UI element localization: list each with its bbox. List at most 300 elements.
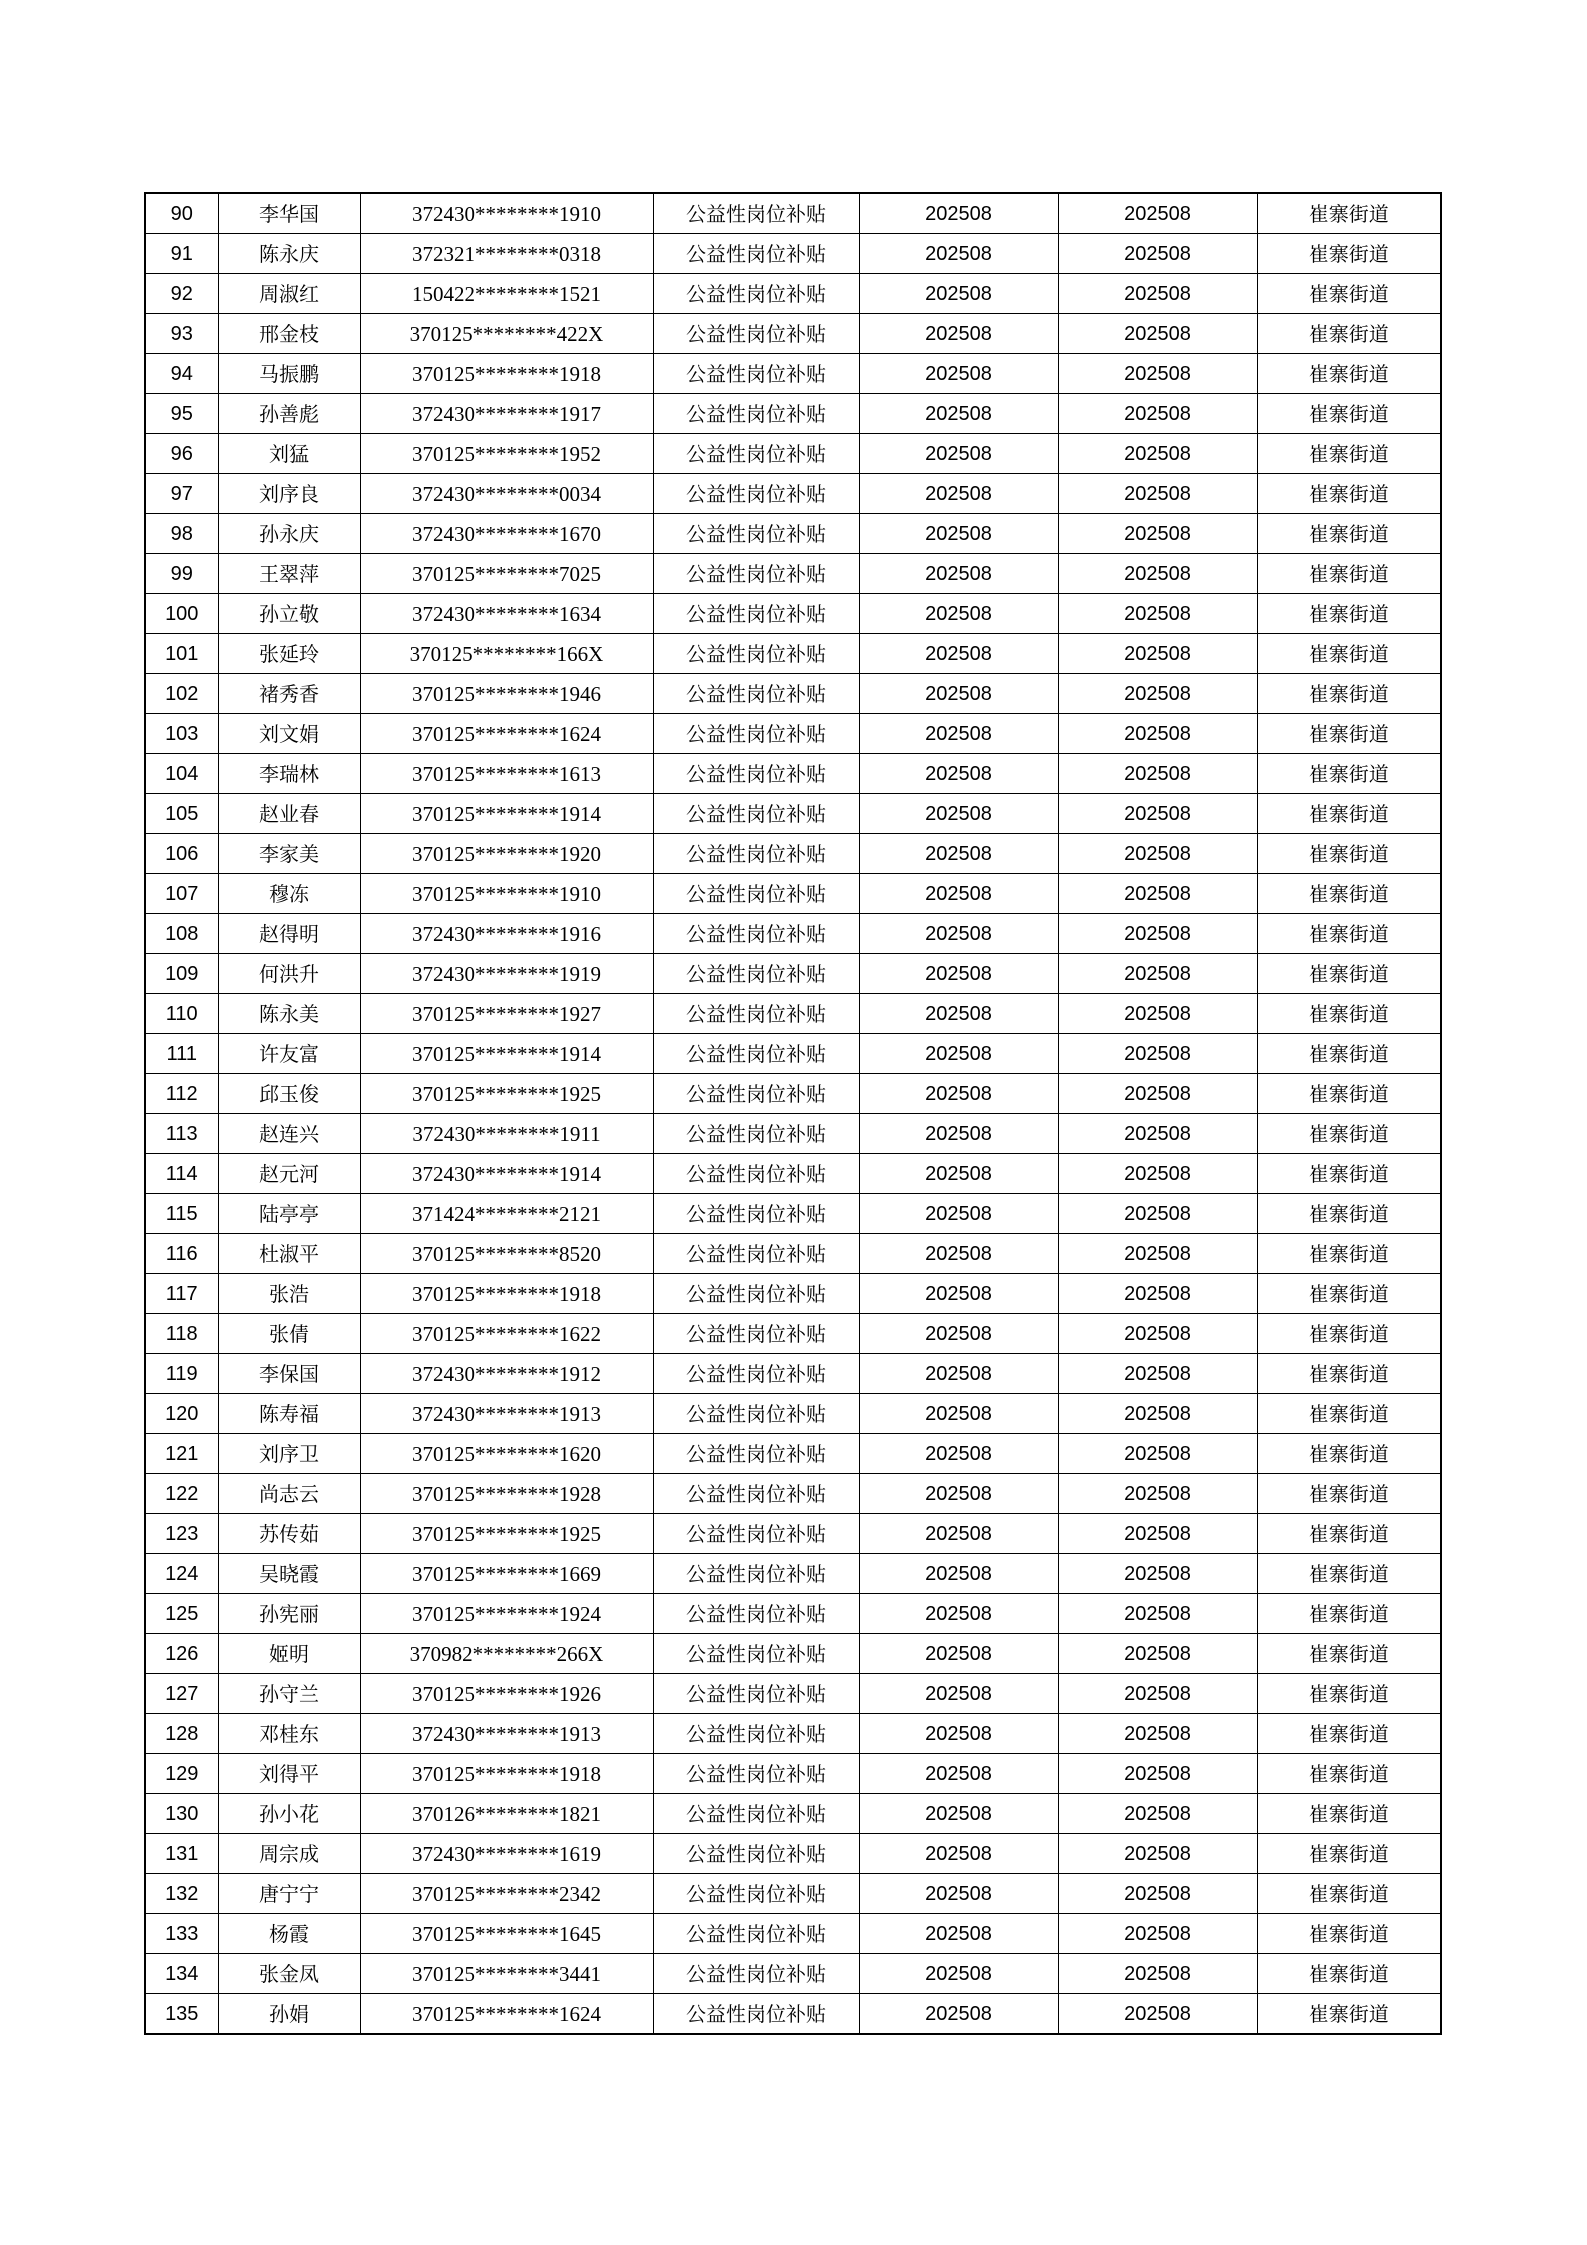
cell-name: 邢金枝 xyxy=(218,314,360,354)
cell-street: 崔寨街道 xyxy=(1257,1594,1441,1634)
cell-subsidy-type: 公益性岗位补贴 xyxy=(653,1634,859,1674)
cell-end-month: 202508 xyxy=(1058,1194,1257,1234)
cell-end-month: 202508 xyxy=(1058,794,1257,834)
cell-name: 刘序卫 xyxy=(218,1434,360,1474)
cell-serial-number: 90 xyxy=(145,193,218,234)
cell-start-month: 202508 xyxy=(859,1114,1058,1154)
cell-street: 崔寨街道 xyxy=(1257,193,1441,234)
cell-street: 崔寨街道 xyxy=(1257,994,1441,1034)
cell-name: 陆亭亭 xyxy=(218,1194,360,1234)
cell-start-month: 202508 xyxy=(859,274,1058,314)
cell-subsidy-type: 公益性岗位补贴 xyxy=(653,994,859,1034)
cell-subsidy-type: 公益性岗位补贴 xyxy=(653,1754,859,1794)
cell-serial-number: 125 xyxy=(145,1594,218,1634)
table-row xyxy=(145,1714,1441,1754)
cell-serial-number: 122 xyxy=(145,1474,218,1514)
table-row xyxy=(145,1834,1441,1874)
table-row xyxy=(145,1434,1441,1474)
cell-serial-number: 134 xyxy=(145,1954,218,1994)
table-row xyxy=(145,193,1441,234)
cell-end-month: 202508 xyxy=(1058,1714,1257,1754)
cell-start-month: 202508 xyxy=(859,1634,1058,1674)
cell-serial-number: 127 xyxy=(145,1674,218,1714)
table-row xyxy=(145,234,1441,274)
cell-start-month: 202508 xyxy=(859,1274,1058,1314)
cell-start-month: 202508 xyxy=(859,1514,1058,1554)
cell-subsidy-type: 公益性岗位补贴 xyxy=(653,434,859,474)
cell-serial-number: 101 xyxy=(145,634,218,674)
cell-end-month: 202508 xyxy=(1058,1674,1257,1714)
cell-end-month: 202508 xyxy=(1058,1154,1257,1194)
cell-name: 赵连兴 xyxy=(218,1114,360,1154)
cell-street: 崔寨街道 xyxy=(1257,1674,1441,1714)
cell-name: 何洪升 xyxy=(218,954,360,994)
cell-id-number: 370125********1622 xyxy=(360,1314,653,1354)
cell-serial-number: 118 xyxy=(145,1314,218,1354)
cell-id-number: 370125********1914 xyxy=(360,1034,653,1074)
cell-subsidy-type: 公益性岗位补贴 xyxy=(653,754,859,794)
table-row xyxy=(145,1234,1441,1274)
cell-name: 李家美 xyxy=(218,834,360,874)
table-row xyxy=(145,634,1441,674)
cell-id-number: 370125********2342 xyxy=(360,1874,653,1914)
cell-street: 崔寨街道 xyxy=(1257,1954,1441,1994)
cell-street: 崔寨街道 xyxy=(1257,1354,1441,1394)
table-row xyxy=(145,354,1441,394)
cell-id-number: 370125********1920 xyxy=(360,834,653,874)
cell-start-month: 202508 xyxy=(859,193,1058,234)
cell-id-number: 370125********1914 xyxy=(360,794,653,834)
cell-id-number: 372430********1670 xyxy=(360,514,653,554)
table-row xyxy=(145,1914,1441,1954)
cell-subsidy-type: 公益性岗位补贴 xyxy=(653,1714,859,1754)
cell-street: 崔寨街道 xyxy=(1257,874,1441,914)
cell-end-month: 202508 xyxy=(1058,1514,1257,1554)
cell-name: 赵业春 xyxy=(218,794,360,834)
cell-end-month: 202508 xyxy=(1058,1834,1257,1874)
cell-subsidy-type: 公益性岗位补贴 xyxy=(653,1154,859,1194)
cell-serial-number: 102 xyxy=(145,674,218,714)
table-row xyxy=(145,914,1441,954)
cell-id-number: 370125********1925 xyxy=(360,1074,653,1114)
cell-street: 崔寨街道 xyxy=(1257,274,1441,314)
cell-subsidy-type: 公益性岗位补贴 xyxy=(653,274,859,314)
cell-serial-number: 119 xyxy=(145,1354,218,1394)
table-row xyxy=(145,674,1441,714)
table-body xyxy=(145,193,1441,2034)
cell-street: 崔寨街道 xyxy=(1257,914,1441,954)
cell-serial-number: 120 xyxy=(145,1394,218,1434)
cell-serial-number: 131 xyxy=(145,1834,218,1874)
cell-name: 陈寿福 xyxy=(218,1394,360,1434)
cell-end-month: 202508 xyxy=(1058,1074,1257,1114)
cell-subsidy-type: 公益性岗位补贴 xyxy=(653,634,859,674)
cell-name: 孙守兰 xyxy=(218,1674,360,1714)
cell-end-month: 202508 xyxy=(1058,1234,1257,1274)
cell-street: 崔寨街道 xyxy=(1257,1754,1441,1794)
table-row xyxy=(145,1474,1441,1514)
cell-id-number: 370982********266X xyxy=(360,1634,653,1674)
cell-street: 崔寨街道 xyxy=(1257,1834,1441,1874)
cell-start-month: 202508 xyxy=(859,914,1058,954)
cell-street: 崔寨街道 xyxy=(1257,1474,1441,1514)
cell-start-month: 202508 xyxy=(859,1354,1058,1394)
table-row xyxy=(145,1194,1441,1234)
table-row xyxy=(145,714,1441,754)
table-row xyxy=(145,1154,1441,1194)
cell-id-number: 372430********1917 xyxy=(360,394,653,434)
cell-id-number: 370125********8520 xyxy=(360,1234,653,1274)
cell-serial-number: 106 xyxy=(145,834,218,874)
cell-end-month: 202508 xyxy=(1058,434,1257,474)
cell-street: 崔寨街道 xyxy=(1257,1874,1441,1914)
cell-name: 刘序良 xyxy=(218,474,360,514)
cell-serial-number: 104 xyxy=(145,754,218,794)
cell-start-month: 202508 xyxy=(859,1594,1058,1634)
cell-id-number: 370125********422X xyxy=(360,314,653,354)
cell-subsidy-type: 公益性岗位补贴 xyxy=(653,874,859,914)
cell-start-month: 202508 xyxy=(859,594,1058,634)
cell-name: 李瑞林 xyxy=(218,754,360,794)
cell-end-month: 202508 xyxy=(1058,1794,1257,1834)
cell-street: 崔寨街道 xyxy=(1257,474,1441,514)
cell-end-month: 202508 xyxy=(1058,354,1257,394)
cell-street: 崔寨街道 xyxy=(1257,1514,1441,1554)
cell-end-month: 202508 xyxy=(1058,1634,1257,1674)
cell-street: 崔寨街道 xyxy=(1257,1394,1441,1434)
cell-end-month: 202508 xyxy=(1058,1994,1257,2035)
cell-start-month: 202508 xyxy=(859,1154,1058,1194)
cell-name: 孙小花 xyxy=(218,1794,360,1834)
cell-id-number: 150422********1521 xyxy=(360,274,653,314)
table-row xyxy=(145,394,1441,434)
cell-id-number: 370125********1925 xyxy=(360,1514,653,1554)
table-row xyxy=(145,1594,1441,1634)
cell-subsidy-type: 公益性岗位补贴 xyxy=(653,714,859,754)
cell-id-number: 370126********1821 xyxy=(360,1794,653,1834)
cell-id-number: 372430********0034 xyxy=(360,474,653,514)
cell-start-month: 202508 xyxy=(859,714,1058,754)
cell-end-month: 202508 xyxy=(1058,514,1257,554)
table-row xyxy=(145,1514,1441,1554)
cell-start-month: 202508 xyxy=(859,1954,1058,1994)
cell-subsidy-type: 公益性岗位补贴 xyxy=(653,1034,859,1074)
cell-street: 崔寨街道 xyxy=(1257,434,1441,474)
cell-id-number: 372430********1912 xyxy=(360,1354,653,1394)
subsidy-table xyxy=(144,192,1442,2035)
cell-serial-number: 121 xyxy=(145,1434,218,1474)
cell-name: 周宗成 xyxy=(218,1834,360,1874)
cell-subsidy-type: 公益性岗位补贴 xyxy=(653,794,859,834)
cell-start-month: 202508 xyxy=(859,1714,1058,1754)
cell-id-number: 370125********1910 xyxy=(360,874,653,914)
table-row xyxy=(145,1114,1441,1154)
cell-end-month: 202508 xyxy=(1058,634,1257,674)
cell-serial-number: 100 xyxy=(145,594,218,634)
cell-serial-number: 133 xyxy=(145,1914,218,1954)
cell-end-month: 202508 xyxy=(1058,874,1257,914)
cell-serial-number: 110 xyxy=(145,994,218,1034)
cell-serial-number: 130 xyxy=(145,1794,218,1834)
cell-start-month: 202508 xyxy=(859,554,1058,594)
cell-serial-number: 107 xyxy=(145,874,218,914)
cell-name: 苏传茹 xyxy=(218,1514,360,1554)
cell-name: 李保国 xyxy=(218,1354,360,1394)
cell-name: 刘猛 xyxy=(218,434,360,474)
table-row xyxy=(145,1314,1441,1354)
cell-start-month: 202508 xyxy=(859,1914,1058,1954)
cell-subsidy-type: 公益性岗位补贴 xyxy=(653,1114,859,1154)
cell-end-month: 202508 xyxy=(1058,674,1257,714)
cell-street: 崔寨街道 xyxy=(1257,1154,1441,1194)
cell-id-number: 370125********1946 xyxy=(360,674,653,714)
table-row xyxy=(145,1554,1441,1594)
cell-street: 崔寨街道 xyxy=(1257,554,1441,594)
cell-id-number: 370125********1918 xyxy=(360,354,653,394)
table-row xyxy=(145,994,1441,1034)
cell-name: 尚志云 xyxy=(218,1474,360,1514)
cell-street: 崔寨街道 xyxy=(1257,234,1441,274)
cell-serial-number: 115 xyxy=(145,1194,218,1234)
table-row xyxy=(145,474,1441,514)
cell-start-month: 202508 xyxy=(859,954,1058,994)
table-row xyxy=(145,1874,1441,1914)
cell-end-month: 202508 xyxy=(1058,1754,1257,1794)
cell-end-month: 202508 xyxy=(1058,193,1257,234)
cell-start-month: 202508 xyxy=(859,634,1058,674)
cell-start-month: 202508 xyxy=(859,1834,1058,1874)
cell-name: 孙善彪 xyxy=(218,394,360,434)
cell-start-month: 202508 xyxy=(859,1394,1058,1434)
cell-end-month: 202508 xyxy=(1058,1914,1257,1954)
cell-start-month: 202508 xyxy=(859,1194,1058,1234)
cell-name: 孙宪丽 xyxy=(218,1594,360,1634)
cell-start-month: 202508 xyxy=(859,834,1058,874)
cell-serial-number: 124 xyxy=(145,1554,218,1594)
cell-name: 赵得明 xyxy=(218,914,360,954)
cell-end-month: 202508 xyxy=(1058,274,1257,314)
cell-name: 张金凤 xyxy=(218,1954,360,1994)
cell-id-number: 370125********1924 xyxy=(360,1594,653,1634)
cell-serial-number: 103 xyxy=(145,714,218,754)
cell-subsidy-type: 公益性岗位补贴 xyxy=(653,554,859,594)
cell-street: 崔寨街道 xyxy=(1257,394,1441,434)
table-row xyxy=(145,514,1441,554)
cell-id-number: 370125********1620 xyxy=(360,1434,653,1474)
cell-start-month: 202508 xyxy=(859,1474,1058,1514)
table-row xyxy=(145,834,1441,874)
cell-end-month: 202508 xyxy=(1058,754,1257,794)
cell-street: 崔寨街道 xyxy=(1257,354,1441,394)
cell-serial-number: 116 xyxy=(145,1234,218,1274)
table-row xyxy=(145,1074,1441,1114)
cell-id-number: 370125********1952 xyxy=(360,434,653,474)
cell-subsidy-type: 公益性岗位补贴 xyxy=(653,314,859,354)
cell-street: 崔寨街道 xyxy=(1257,714,1441,754)
cell-serial-number: 123 xyxy=(145,1514,218,1554)
cell-start-month: 202508 xyxy=(859,1874,1058,1914)
cell-start-month: 202508 xyxy=(859,234,1058,274)
cell-serial-number: 108 xyxy=(145,914,218,954)
cell-name: 张浩 xyxy=(218,1274,360,1314)
cell-end-month: 202508 xyxy=(1058,594,1257,634)
cell-street: 崔寨街道 xyxy=(1257,1434,1441,1474)
table-row xyxy=(145,1994,1441,2035)
table-row xyxy=(145,274,1441,314)
cell-id-number: 370125********1624 xyxy=(360,1994,653,2035)
cell-subsidy-type: 公益性岗位补贴 xyxy=(653,1354,859,1394)
cell-id-number: 370125********1918 xyxy=(360,1754,653,1794)
cell-subsidy-type: 公益性岗位补贴 xyxy=(653,474,859,514)
cell-id-number: 370125********1926 xyxy=(360,1674,653,1714)
cell-street: 崔寨街道 xyxy=(1257,1274,1441,1314)
cell-subsidy-type: 公益性岗位补贴 xyxy=(653,354,859,394)
cell-street: 崔寨街道 xyxy=(1257,1914,1441,1954)
cell-id-number: 372430********1910 xyxy=(360,193,653,234)
cell-start-month: 202508 xyxy=(859,1794,1058,1834)
cell-subsidy-type: 公益性岗位补贴 xyxy=(653,1554,859,1594)
cell-name: 刘得平 xyxy=(218,1754,360,1794)
cell-street: 崔寨街道 xyxy=(1257,514,1441,554)
cell-id-number: 371424********2121 xyxy=(360,1194,653,1234)
cell-street: 崔寨街道 xyxy=(1257,754,1441,794)
cell-name: 穆冻 xyxy=(218,874,360,914)
cell-street: 崔寨街道 xyxy=(1257,634,1441,674)
table-row xyxy=(145,1394,1441,1434)
cell-start-month: 202508 xyxy=(859,1994,1058,2035)
cell-name: 孙永庆 xyxy=(218,514,360,554)
cell-street: 崔寨街道 xyxy=(1257,314,1441,354)
cell-subsidy-type: 公益性岗位补贴 xyxy=(653,1874,859,1914)
cell-serial-number: 113 xyxy=(145,1114,218,1154)
cell-street: 崔寨街道 xyxy=(1257,834,1441,874)
cell-name: 王翠萍 xyxy=(218,554,360,594)
cell-end-month: 202508 xyxy=(1058,394,1257,434)
cell-subsidy-type: 公益性岗位补贴 xyxy=(653,514,859,554)
table-row xyxy=(145,314,1441,354)
cell-street: 崔寨街道 xyxy=(1257,1234,1441,1274)
cell-street: 崔寨街道 xyxy=(1257,1314,1441,1354)
cell-serial-number: 96 xyxy=(145,434,218,474)
cell-serial-number: 93 xyxy=(145,314,218,354)
cell-name: 姬明 xyxy=(218,1634,360,1674)
cell-id-number: 372430********1634 xyxy=(360,594,653,634)
cell-serial-number: 112 xyxy=(145,1074,218,1114)
cell-subsidy-type: 公益性岗位补贴 xyxy=(653,1954,859,1994)
cell-serial-number: 129 xyxy=(145,1754,218,1794)
cell-serial-number: 111 xyxy=(145,1034,218,1074)
table-row xyxy=(145,1274,1441,1314)
table-row xyxy=(145,754,1441,794)
cell-end-month: 202508 xyxy=(1058,994,1257,1034)
cell-name: 李华国 xyxy=(218,193,360,234)
cell-name: 孙娟 xyxy=(218,1994,360,2035)
cell-name: 马振鹏 xyxy=(218,354,360,394)
cell-name: 陈永美 xyxy=(218,994,360,1034)
cell-name: 刘文娟 xyxy=(218,714,360,754)
table-row xyxy=(145,1034,1441,1074)
table-row xyxy=(145,1754,1441,1794)
cell-end-month: 202508 xyxy=(1058,954,1257,994)
cell-id-number: 370125********1645 xyxy=(360,1914,653,1954)
cell-subsidy-type: 公益性岗位补贴 xyxy=(653,834,859,874)
cell-start-month: 202508 xyxy=(859,794,1058,834)
cell-name: 孙立敬 xyxy=(218,594,360,634)
cell-street: 崔寨街道 xyxy=(1257,1554,1441,1594)
cell-street: 崔寨街道 xyxy=(1257,1114,1441,1154)
cell-end-month: 202508 xyxy=(1058,1314,1257,1354)
cell-subsidy-type: 公益性岗位补贴 xyxy=(653,1794,859,1834)
cell-name: 杜淑平 xyxy=(218,1234,360,1274)
cell-end-month: 202508 xyxy=(1058,314,1257,354)
table-row xyxy=(145,434,1441,474)
cell-serial-number: 126 xyxy=(145,1634,218,1674)
cell-end-month: 202508 xyxy=(1058,234,1257,274)
cell-street: 崔寨街道 xyxy=(1257,954,1441,994)
table-row xyxy=(145,874,1441,914)
cell-start-month: 202508 xyxy=(859,1434,1058,1474)
cell-start-month: 202508 xyxy=(859,1754,1058,1794)
cell-end-month: 202508 xyxy=(1058,554,1257,594)
cell-name: 唐宁宁 xyxy=(218,1874,360,1914)
cell-end-month: 202508 xyxy=(1058,1474,1257,1514)
cell-end-month: 202508 xyxy=(1058,1274,1257,1314)
cell-id-number: 370125********3441 xyxy=(360,1954,653,1994)
cell-street: 崔寨街道 xyxy=(1257,1794,1441,1834)
cell-serial-number: 95 xyxy=(145,394,218,434)
cell-id-number: 372321********0318 xyxy=(360,234,653,274)
table-row xyxy=(145,1634,1441,1674)
cell-start-month: 202508 xyxy=(859,474,1058,514)
cell-start-month: 202508 xyxy=(859,754,1058,794)
cell-start-month: 202508 xyxy=(859,994,1058,1034)
cell-subsidy-type: 公益性岗位补贴 xyxy=(653,1514,859,1554)
cell-name: 许友富 xyxy=(218,1034,360,1074)
table-row xyxy=(145,954,1441,994)
cell-street: 崔寨街道 xyxy=(1257,1634,1441,1674)
cell-end-month: 202508 xyxy=(1058,714,1257,754)
cell-subsidy-type: 公益性岗位补贴 xyxy=(653,1194,859,1234)
cell-end-month: 202508 xyxy=(1058,1554,1257,1594)
cell-name: 吴晓霞 xyxy=(218,1554,360,1594)
cell-name: 张延玲 xyxy=(218,634,360,674)
cell-start-month: 202508 xyxy=(859,394,1058,434)
cell-id-number: 372430********1919 xyxy=(360,954,653,994)
cell-subsidy-type: 公益性岗位补贴 xyxy=(653,234,859,274)
cell-serial-number: 99 xyxy=(145,554,218,594)
cell-start-month: 202508 xyxy=(859,1234,1058,1274)
cell-id-number: 370125********1669 xyxy=(360,1554,653,1594)
cell-serial-number: 92 xyxy=(145,274,218,314)
cell-name: 周淑红 xyxy=(218,274,360,314)
table-row xyxy=(145,1794,1441,1834)
table-row xyxy=(145,594,1441,634)
cell-end-month: 202508 xyxy=(1058,1394,1257,1434)
cell-end-month: 202508 xyxy=(1058,474,1257,514)
table-row xyxy=(145,1674,1441,1714)
cell-name: 陈永庆 xyxy=(218,234,360,274)
cell-start-month: 202508 xyxy=(859,314,1058,354)
cell-subsidy-type: 公益性岗位补贴 xyxy=(653,914,859,954)
cell-subsidy-type: 公益性岗位补贴 xyxy=(653,1674,859,1714)
cell-street: 崔寨街道 xyxy=(1257,1714,1441,1754)
cell-id-number: 370125********166X xyxy=(360,634,653,674)
cell-start-month: 202508 xyxy=(859,1034,1058,1074)
cell-end-month: 202508 xyxy=(1058,1114,1257,1154)
cell-id-number: 372430********1914 xyxy=(360,1154,653,1194)
cell-serial-number: 109 xyxy=(145,954,218,994)
cell-id-number: 370125********7025 xyxy=(360,554,653,594)
